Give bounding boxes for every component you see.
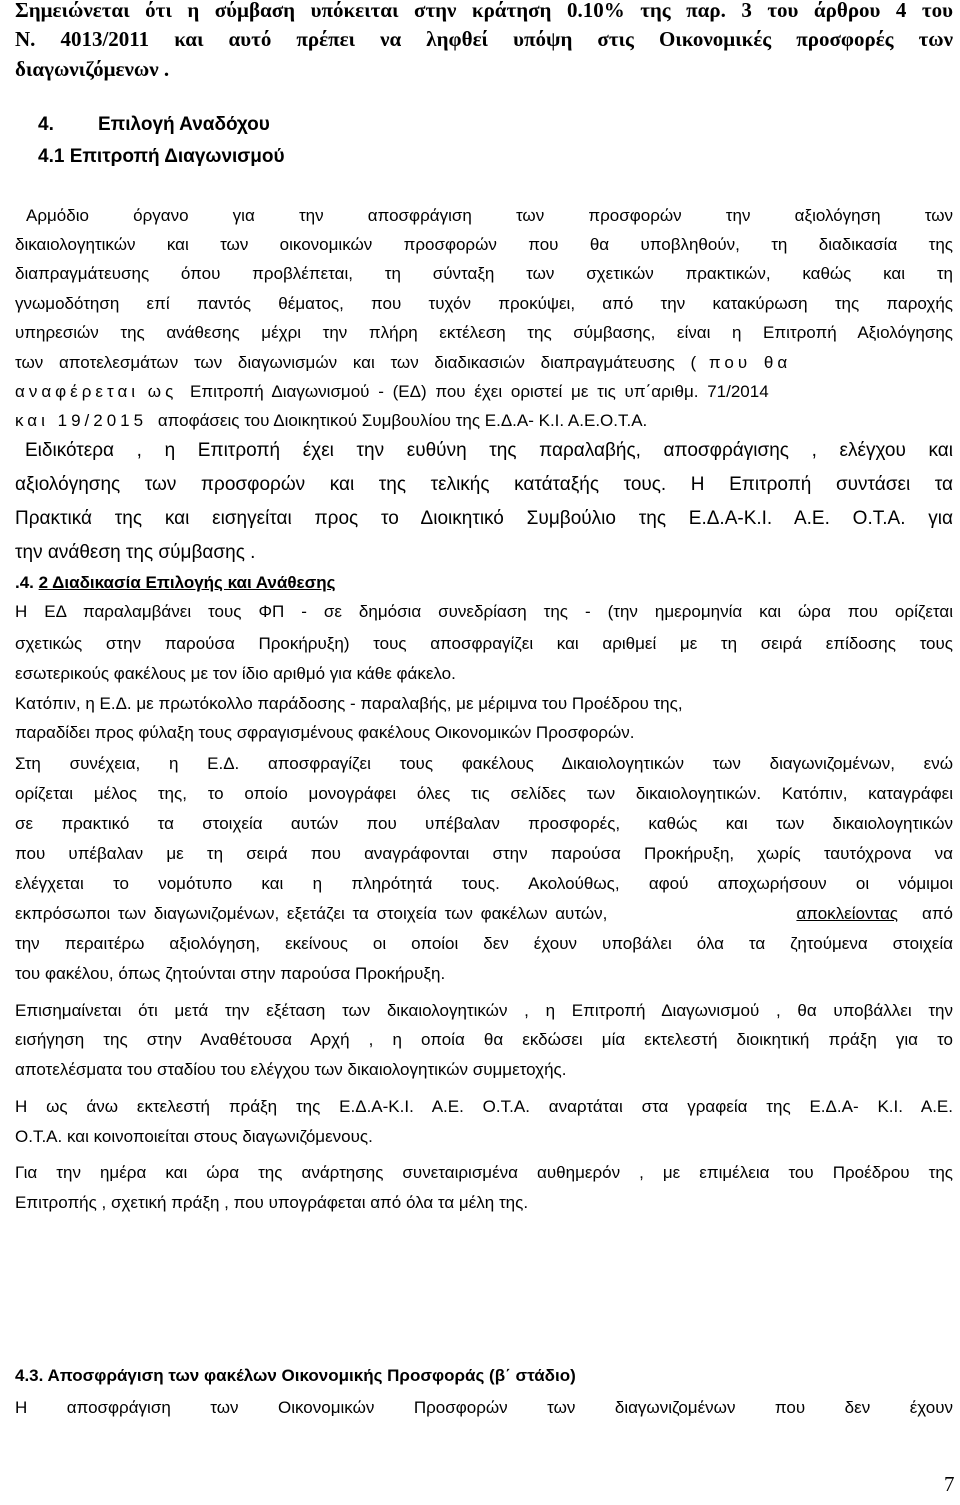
paragraph-line: σχετικώς στην παρούσα Προκήρυξη) τους αποσφραγίζει και αριθμεί με τη σειρά επίδοσης τους [15,634,953,653]
paragraph-line: αξιολόγησης των προσφορών και της τελικής κατάταξής τους. Η Επιτροπή συντάσει τα [15,474,953,495]
paragraph-line-text: εκπρόσωποι των διαγωνιζομένων, εξετάζει τα στοιχεία των φακέλων αυτών, [15,904,608,923]
paragraph-line: Επισημαίνεται ότι μετά την εξέταση των δικαιολογητικών , η Επιτροπή Διαγωνισμού , θα υποβάλλει την [15,1001,953,1020]
paragraph-line-text: από [921,904,953,923]
paragraph-line: γνωμοδότηση επί παντός θέματος, που τυχόν προκύψει, από την κατακύρωση της παροχής [15,294,953,313]
page-number: 7 [944,1472,955,1496]
paragraph-line-text: Επιτροπή Διαγωνισμού - (ΕΔ) που έχει οριστεί με τις υπ΄αριθμ. 71/2014 [190,382,769,401]
paragraph-line: που υπέβαλαν με τη σειρά που αναγράφονται στην παρούσα Προκήρυξη, χωρίς ταυτόχρονα να [15,844,953,863]
paragraph-line: του φακέλου, όπως ζητούνται στην παρούσα Προκήρυξη. [15,964,446,983]
paragraph-line: υπηρεσιών της ανάθεσης μέχρι την πλήρη εκτέλεση της σύμβασης, είναι η Επιτροπή Αξιολόγησης [15,323,953,342]
intro-note-line: Σημειώνεται ότι η σύμβαση υπόκειται στην κράτηση 0.10% της παρ. 3 του άρθρου 4 του [15,0,953,22]
intro-note-line: διαγωνιζόμενων . [15,57,170,81]
paragraph-line: Η ως άνω εκτελεστή πράξη της Ε.Δ.Α-Κ.Ι. Α.Ε. Ο.Τ.Α. αναρτάται στα γραφεία της Ε.Δ.Α- Κ.Ι. Α.Ε. [15,1097,953,1116]
paragraph-line: Στη συνέχεια, η Ε.Δ. αποσφραγίζει τους φακέλους Δικαιολογητικών των διαγωνιζομένων, ενώ [15,754,953,773]
spaced-text: και 19/2015 [15,411,148,430]
paragraph-line: Ειδικότερα , η Επιτροπή έχει την ευθύνη της παραλαβής, αποσφράγισης , ελέγχου και [25,440,953,461]
paragraph-line: σε πρακτικό τα στοιχεία αυτών που υπέβαλαν προσφορές, καθώς και των δικαιολογητικών [15,814,953,833]
paragraph-line: την περαιτέρω αξιολόγηση, εκείνους οι οποίοι δεν έχουν υποβάλει όλα τα ζητούμενα στοιχεία [15,934,953,953]
section-number: 4. [38,114,54,135]
paragraph-line: εισήγηση της στην Αναθέτουσα Αρχή , η οποία θα εκδώσει μία εκτελεστή διοικητική πράξη για το [15,1030,953,1049]
section-4-2-heading [15,573,335,593]
paragraph-line [15,353,791,373]
paragraph-line: Αρμόδιο όργανο για την αποσφράγιση των προσφορών την αξιολόγηση των [26,206,953,225]
paragraph-line: παραδίδει προς φύλαξη τους σφραγισμένους φακέλους Οικονομικών Προσφορών. [15,723,635,742]
paragraph-line [15,904,953,924]
paragraph-line: εσωτερικούς φακέλους με τον ίδιο αριθμό για κάθε φάκελο. [15,664,456,683]
section-prefix: .4. [15,573,39,592]
paragraph-line: Η αποσφράγιση των Οικονομικών Προσφορών των διαγωνιζομένων που δεν έχουν [15,1398,953,1417]
spaced-text: που [708,353,752,372]
paragraph-line: Ο.Τ.Α. και κοινοποιείται στους διαγωνιζόμενους. [15,1127,373,1146]
paragraph-line: διαπραγμάτευσης όπου προβλέπεται, τη σύνταξη των σχετικών πρακτικών, καθώς και τη [15,264,953,283]
section-4-3-heading: 4.3. Αποσφράγιση των φακέλων Οικονομικής Προσφοράς (β΄ στάδιο) [15,1366,576,1385]
paragraph-line: δικαιολογητικών και των οικονομικών προσφορών που θα υποβληθούν, τη διαδικασία της [15,235,953,254]
paragraph-line: Για την ημέρα και ώρα της ανάρτησης συνεταιρισμένα αυθημερόν , με επιμέλεια του Προέδρου της [15,1163,953,1182]
paragraph-line [15,411,647,431]
section-4-1-heading: 4.1 Επιτροπή Διαγωνισμού [38,146,285,167]
paragraph-line: Επιτροπής , σχετική πράξη , που υπογράφεται από όλα τα μέλη της. [15,1193,529,1212]
paragraph-line: ελέγχεται το νομότυπο και η πληρότητά τους. Ακολούθως, αφού αποχωρήσουν οι νόμιμοι [15,874,953,893]
excluded-term: αποκλείοντας [796,904,898,923]
intro-note-line: Ν. 4013/2011 και αυτό πρέπει να ληφθεί υπόψη στις Οικονομικές προσφορές των [15,27,953,51]
spaced-text: θα [763,353,792,372]
paragraph-line: ορίζεται μέλος της, το οποίο μονογράφει όλες τις σελίδες των δικαιολογητικών. Κατόπιν, καταγράφει [15,784,953,803]
paragraph-line: την ανάθεση της σύμβασης . [15,542,256,563]
section-title: 2 Διαδικασία Επιλογής και Ανάθεσης [38,573,336,592]
paragraph-line-text: των αποτελεσμάτων των διαγωνισμών και των διαδικασιών διαπραγμάτευσης ( [15,353,697,372]
paragraph-line: Πρακτικά της και εισηγείται προς το Διοικητικό Συμβούλιο της Ε.Δ.Α-Κ.Ι. Α.Ε. Ο.Τ.Α. για [15,508,953,529]
paragraph-line: αποτελέσματα του σταδίου του ελέγχου των δικαιολογητικών συμμετοχής. [15,1060,567,1079]
paragraph-line: Κατόπιν, η Ε.Δ. με πρωτόκολλο παράδοσης - παραλαβής, με μέριμνα του Προέδρου της, [15,694,683,713]
paragraph-line [15,382,769,402]
paragraph-line-text: αποφάσεις του Διοικητικού Συμβουλίου της Ε.Δ.Α- Κ.Ι. Α.Ε.Ο.Τ.Α. [157,411,648,430]
spaced-text: αναφέρεται ως [15,382,178,401]
section-title: Επιλογή Αναδόχου [98,114,270,135]
paragraph-line: Η ΕΔ παραλαμβάνει τους ΦΠ - σε δημόσια συνεδρίαση της - (την ημερομηνία και ώρα που ορίζεται [15,602,953,621]
